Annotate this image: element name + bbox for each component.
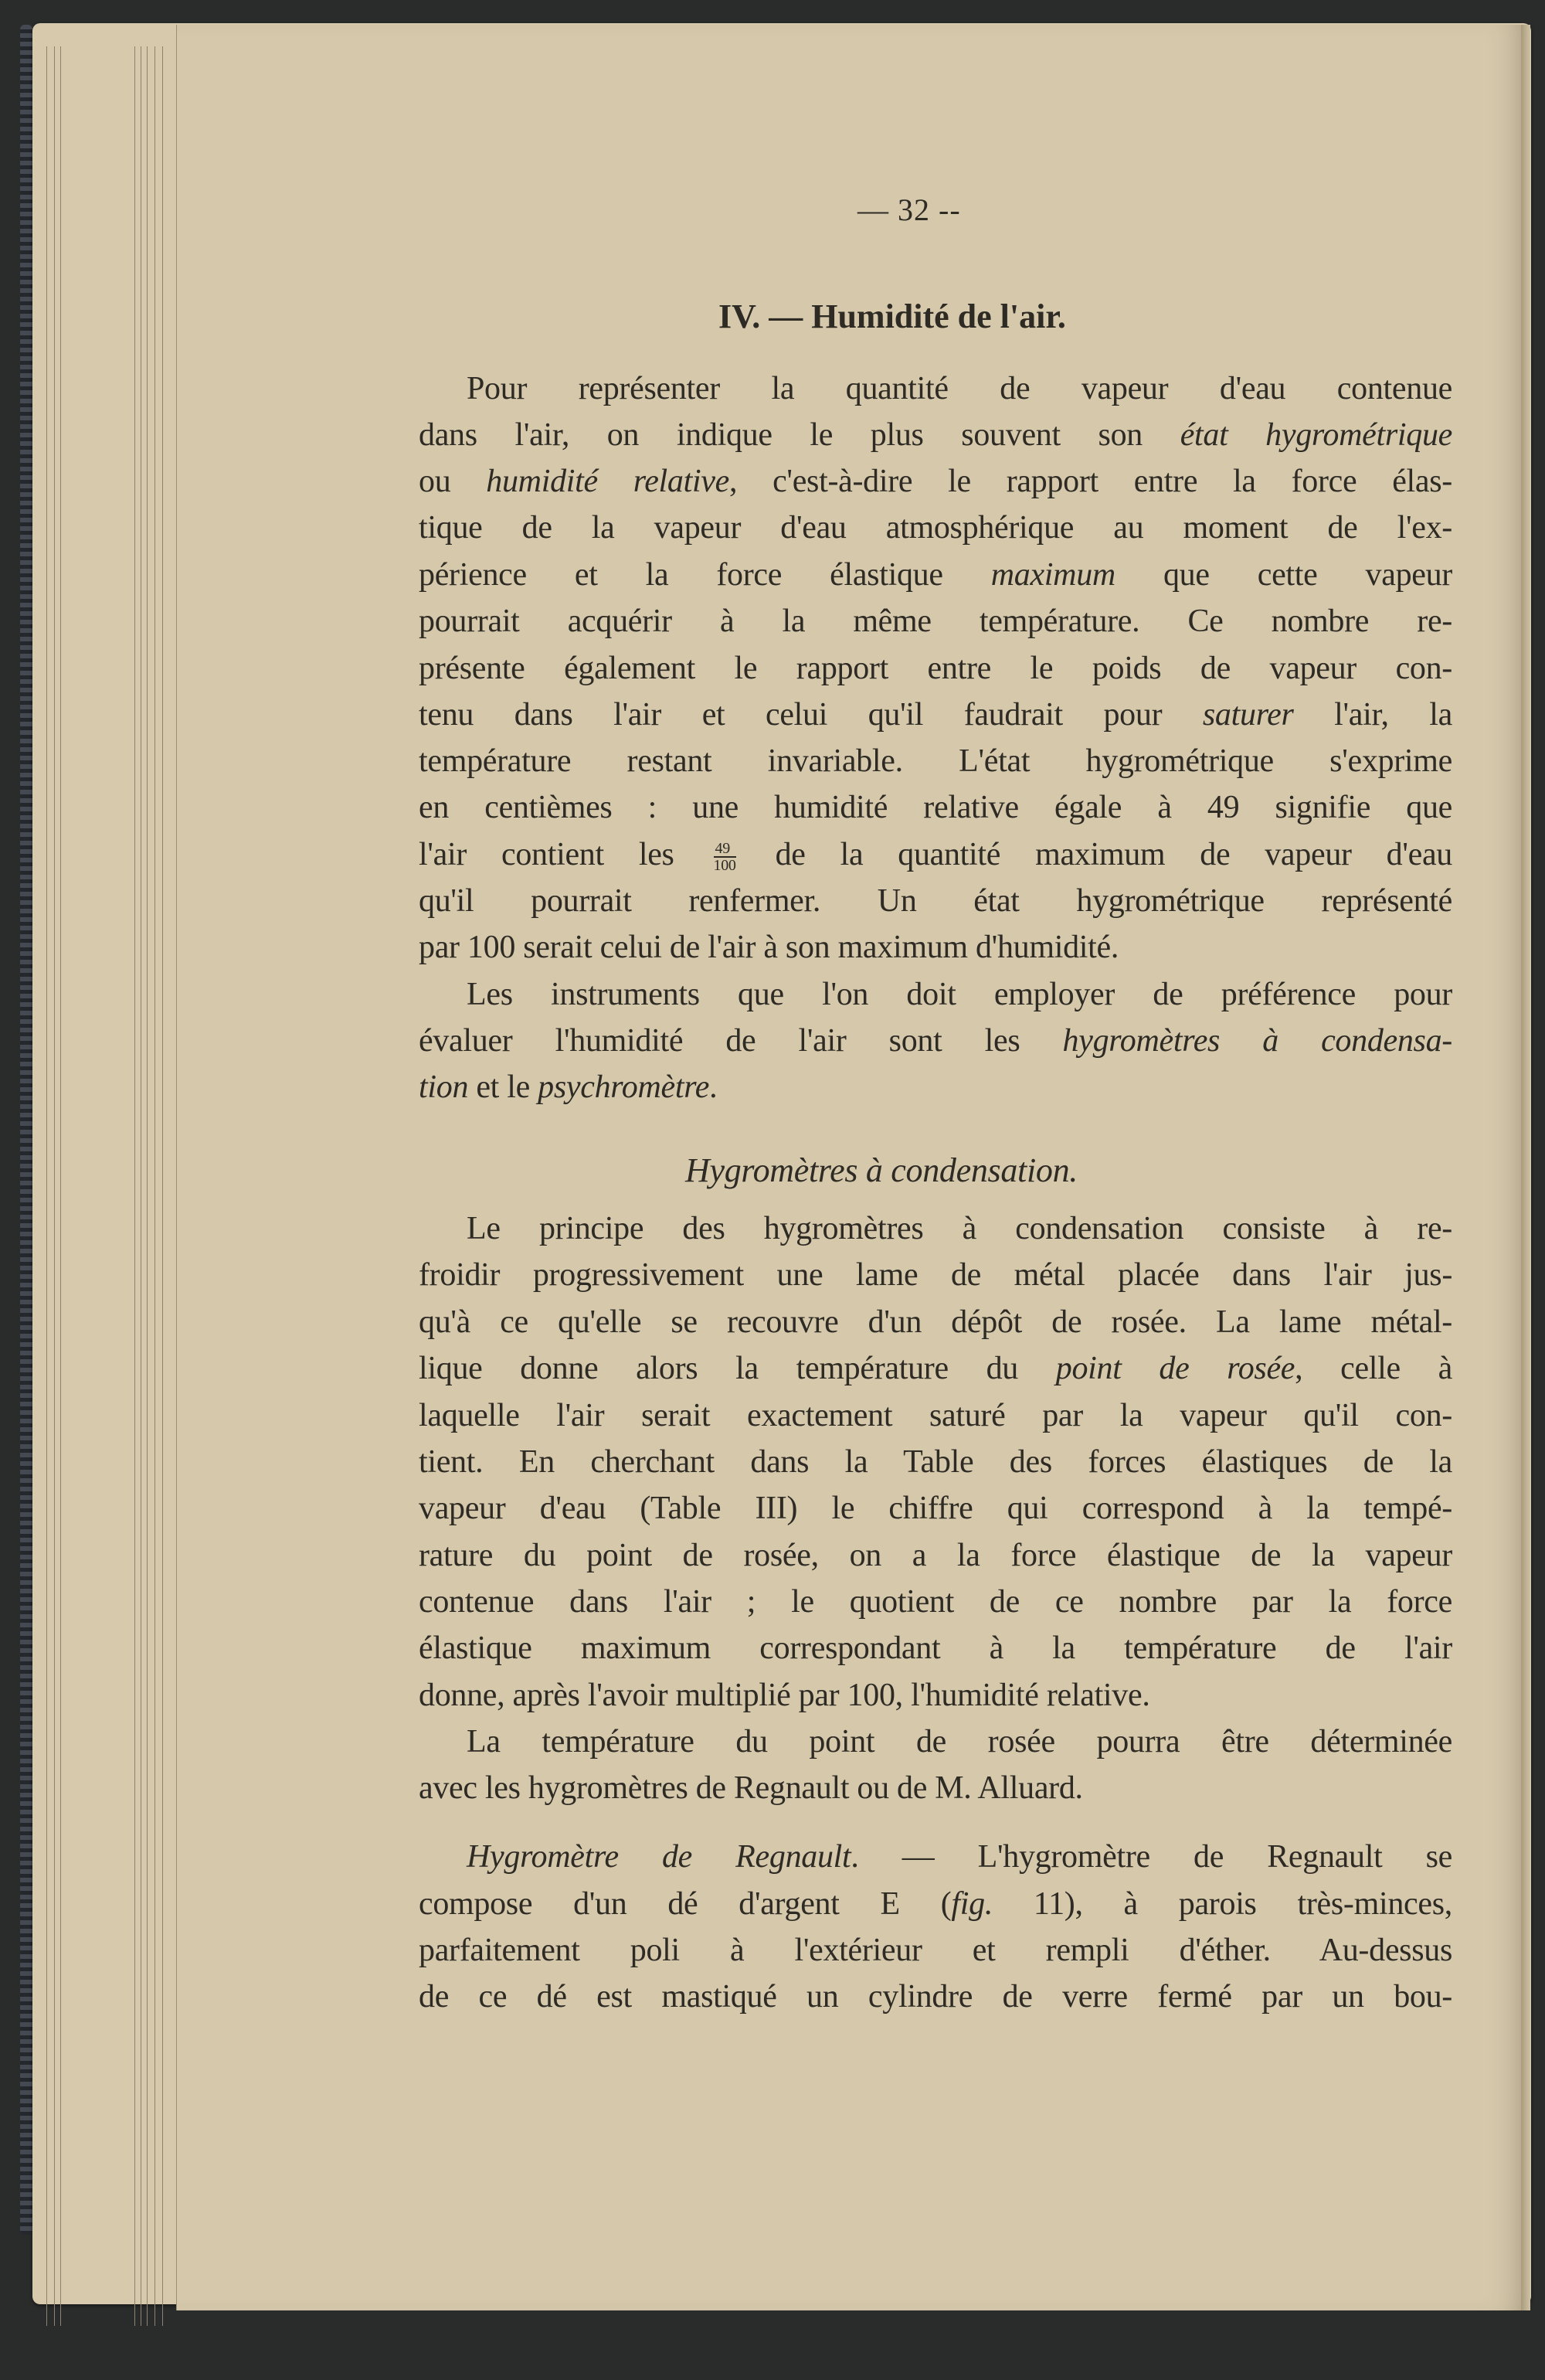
text-run: Les instruments que l'on doit employer de préférence pour [467,977,1452,1012]
text-line [419,1299,1452,1345]
text-line [419,552,1452,598]
section-title: IV. — Humidité de l'air. [718,298,1066,335]
text-run: par 100 serait celui de l'air à son maximum d'humidité. [419,930,1119,965]
text-line [419,1625,1452,1671]
text-line [419,1532,1452,1579]
text-run: de la quantité maximum de vapeur d'eau [740,837,1453,872]
text-line [419,1927,1452,1974]
text-run: tenu dans l'air et celui qu'il faudrait pour [419,697,1203,733]
page-leaf-edge [60,46,61,2326]
text-run: de ce dé est mastiqué un cylindre de verre fermé par un bou- [419,1979,1452,2014]
text-run: Pour représenter la quantité de vapeur d'eau contenue [467,371,1452,406]
text-line [419,738,1452,784]
text-run: et le [468,1069,538,1105]
text-line [419,1765,1452,1811]
page-leaf-edge [54,46,55,2326]
text-line [419,1579,1452,1625]
text-run: qu'à ce qu'elle se recouvre d'un dépôt de rosée. La lame métal- [419,1304,1452,1340]
text-line [419,692,1452,738]
text-line [419,458,1452,505]
text-run: contenue dans l'air ; le quotient de ce nombre par la force [419,1584,1452,1620]
text-run: l'air contient les [419,837,709,872]
fraction [714,841,736,873]
text-line [419,412,1452,458]
text-run: donne, après l'avoir multiplié par 100, l'humidité relative. [419,1678,1150,1713]
text-run: froidir progressivement une lame de métal placée dans l'air jus- [419,1257,1452,1293]
text-run: en centièmes : une humidité relative égale à 49 signifie que [419,790,1452,825]
text-line [419,1881,1452,1927]
text-line [419,784,1452,831]
italic-term: humidité relative [486,464,730,499]
text-run: ou [419,464,487,499]
text-line [419,1439,1452,1485]
page-right-edge [1521,25,1530,2310]
text-run: vapeur d'eau (Table III) le chiffre qui correspond à la tempé- [419,1491,1452,1526]
text-run: compose d'un dé d'argent E ( [419,1886,952,1922]
text-run: dans l'air, on indique le plus souvent son [419,417,1180,453]
italic-term: saturer [1202,697,1294,733]
text-line [419,831,1452,878]
italic-term: état hygrométrique [1180,417,1452,453]
text-line [419,1485,1452,1532]
text-line [419,1672,1452,1719]
text-run: 11), à parois très-minces, [993,1886,1452,1922]
text-line [467,1834,1452,1880]
page-leaf-edge [154,46,155,2326]
subheading: Hygromètres à condensation. [685,1151,1078,1189]
text-line [419,878,1452,924]
text-line [419,645,1452,692]
text-line [467,1719,1452,1765]
text-run: , celle à [1295,1351,1452,1386]
text-line [419,1064,1452,1110]
page-leaf-edge [46,46,47,2326]
text-run: température restant invariable. L'état hygrométrique s'exprime [419,743,1452,779]
italic-term: psychromètre [538,1069,710,1105]
italic-term: hygromètres à condensa- [1062,1023,1452,1059]
text-run: parfaitement poli à l'extérieur et rempli d'éther. Au-dessus [419,1933,1452,1968]
page-leaf-edge [147,46,148,2326]
text-line [419,1974,1452,2020]
text-run: . [709,1069,718,1105]
text-run: évaluer l'humidité de l'air sont les [419,1023,1063,1059]
text-run: élastique maximum correspondant à la température de l'air [419,1630,1452,1666]
text-run: La température du point de rosée pourra être déterminée [467,1724,1452,1760]
italic-term: point de rosée [1055,1351,1295,1386]
text-run: , c'est-à-dire le rapport entre la force élas- [729,464,1452,499]
text-run: tient. En cherchant dans la Table des forces élastiques de la [419,1444,1452,1480]
text-line [419,598,1452,644]
text-line [419,1345,1452,1392]
text-line [419,1252,1452,1298]
text-run: que cette vapeur [1115,557,1452,593]
page-number: — 32 -- [857,192,961,227]
text-run: lique donne alors la température du [419,1351,1056,1386]
text-run: avec les hygromètres de Regnault ou de M. Alluard. [419,1770,1083,1806]
text-run: laquelle l'air serait exactement saturé par la vapeur qu'il con- [419,1398,1452,1433]
text-line [419,924,1452,971]
italic-term: tion [419,1069,469,1105]
book-binding [20,25,32,2235]
fraction-denominator: 100 [713,857,736,875]
text-run: l'air, la [1293,697,1453,733]
text-run: qu'il pourrait renfermer. Un état hygrométrique représenté [419,883,1452,919]
page-leaf-edge [162,46,163,2326]
text-line [419,505,1452,551]
page-leaf-edge [134,46,135,2326]
text-run: pourrait acquérir à la même température. Ce nombre re- [419,604,1452,639]
text-line [419,1018,1452,1064]
text-run: . — L'hygromètre de Regnault se [851,1839,1452,1875]
italic-term: fig. [951,1886,993,1922]
text-run: Le principe des hygromètres à condensation consiste à re- [467,1211,1452,1246]
text-line [467,366,1452,412]
italic-term: maximum [990,557,1115,593]
text-run: périence et la force élastique [419,557,991,593]
fraction-numerator: 49 [714,841,736,858]
italic-term: Hygromètre de Regnault [467,1839,851,1875]
text-line [467,971,1452,1018]
text-run: rature du point de rosée, on a la force élastique de la vapeur [419,1538,1452,1573]
text-run: tique de la vapeur d'eau atmosphérique au moment de l'ex- [419,510,1452,546]
text-line [467,1205,1452,1252]
text-line [419,1392,1452,1439]
text-run: présente également le rapport entre le poids de vapeur con- [419,651,1452,686]
